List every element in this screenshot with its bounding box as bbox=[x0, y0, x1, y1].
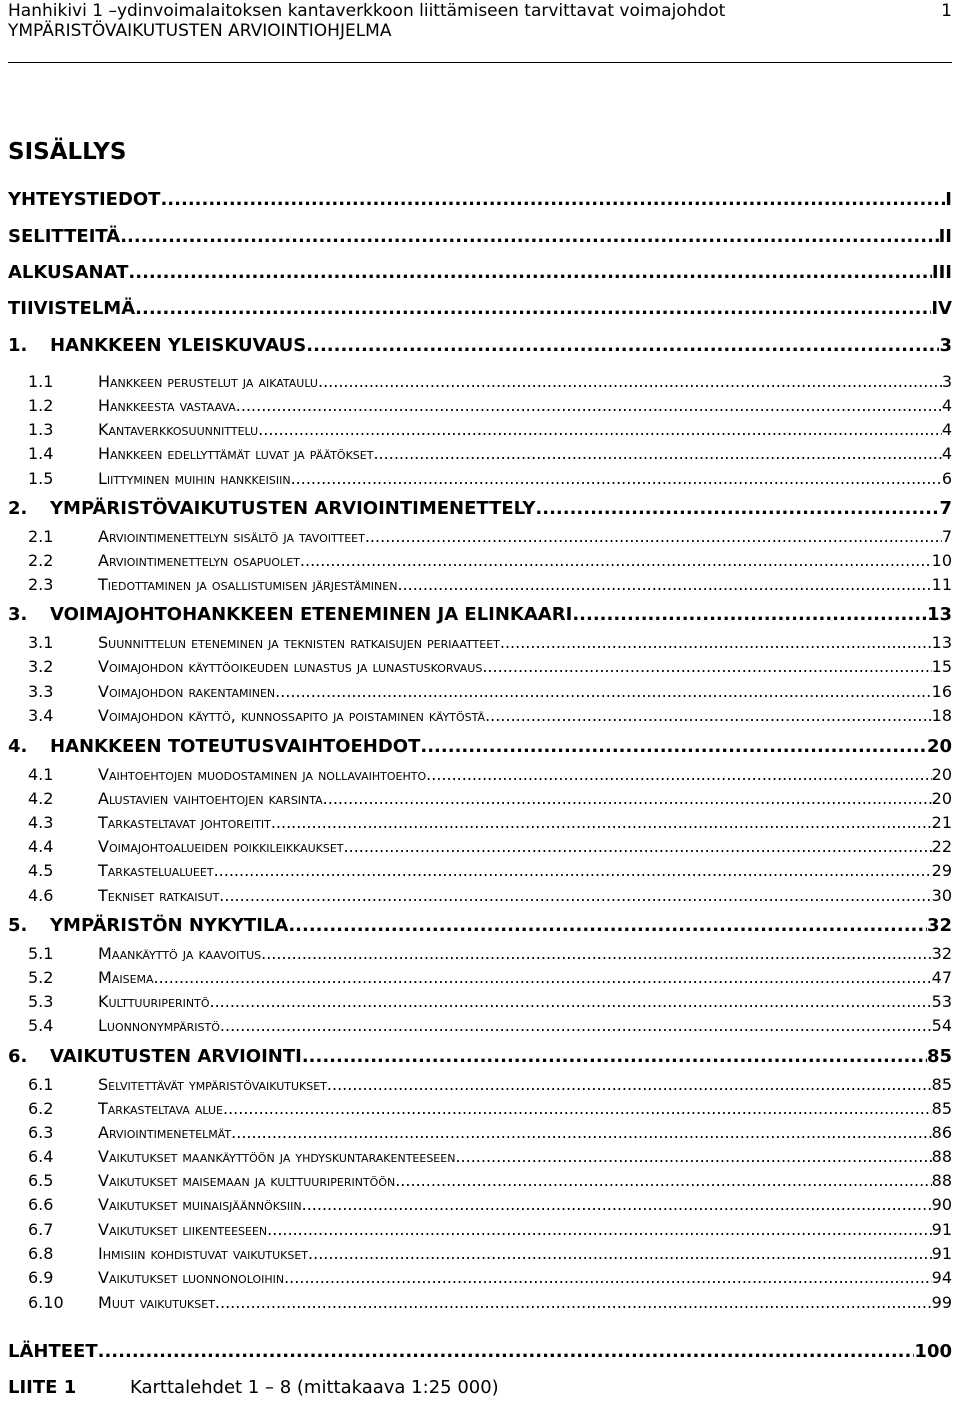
document-subtitle: YMPÄRISTÖVAIKUTUSTEN ARVIOINTIOHJELMA bbox=[8, 21, 392, 41]
toc-entry[interactable] bbox=[8, 604, 952, 628]
appendix-label: LIITE 1 bbox=[8, 1377, 77, 1398]
toc-entry-title: tarkasteltava alue bbox=[98, 1099, 223, 1118]
toc-entry[interactable] bbox=[8, 1046, 952, 1070]
toc-dot-leader bbox=[160, 189, 945, 210]
toc-entry-title: VOIMAJOHTOHANKKEEN ETENEMINEN JA ELINKAARI bbox=[50, 604, 573, 625]
toc-entry-title: HANKKEEN YLEISKUVAUS bbox=[50, 335, 307, 356]
toc-entry[interactable] bbox=[8, 1171, 952, 1195]
toc-entry-title: SELITTEITÄ bbox=[8, 226, 121, 247]
toc-entry-title: YMPÄRISTÖN NYKYTILA bbox=[50, 915, 289, 936]
toc-dot-leader bbox=[455, 1147, 931, 1166]
toc-entry-number: 5.1 bbox=[28, 944, 54, 963]
toc-entry-number: 4.3 bbox=[28, 813, 54, 832]
toc-entry-title: maankäyttö ja kaavoitus bbox=[98, 944, 262, 963]
toc-entry-title: ALKUSANAT bbox=[8, 262, 129, 283]
toc-dot-leader bbox=[231, 1123, 931, 1142]
toc-entry-page: 100 bbox=[914, 1341, 952, 1362]
toc-entry[interactable] bbox=[8, 992, 952, 1016]
toc-entry-page: 91 bbox=[931, 1220, 952, 1239]
toc-dot-leader bbox=[323, 789, 932, 808]
toc-entry-page: 10 bbox=[931, 551, 952, 570]
toc-entry-page: 16 bbox=[931, 682, 952, 701]
toc-entry[interactable] bbox=[8, 915, 952, 939]
toc-entry[interactable] bbox=[8, 861, 952, 885]
toc-entry-page: 94 bbox=[931, 1268, 952, 1287]
toc-entry-page: 53 bbox=[931, 992, 952, 1011]
toc-entry-page: 30 bbox=[931, 886, 952, 905]
page-number: 1 bbox=[941, 1, 952, 21]
toc-entry-title: vaikutukset maankäyttöön ja yhdyskuntarakenteeseen bbox=[98, 1147, 456, 1166]
toc-dot-leader bbox=[236, 396, 942, 415]
toc-dot-leader bbox=[267, 1220, 931, 1239]
toc-dot-leader bbox=[426, 765, 932, 784]
toc-entry-page: 13 bbox=[931, 633, 952, 652]
toc-entry-page: III bbox=[931, 262, 952, 283]
toc-dot-leader bbox=[219, 886, 931, 905]
document-title: Hanhikivi 1 –ydinvoimalaitoksen kantaverkkoon liittämiseen tarvittavat voimajohdot bbox=[8, 1, 726, 21]
toc-entry-page: 18 bbox=[931, 706, 952, 725]
toc-entry-number: 4.2 bbox=[28, 789, 54, 808]
toc-entry[interactable] bbox=[8, 1099, 952, 1123]
toc-entry-page: 90 bbox=[931, 1195, 952, 1214]
toc-entry-title: suunnittelun eteneminen ja teknisten ratkaisujen periaatteet bbox=[98, 633, 500, 652]
toc-entry-number: 6.6 bbox=[28, 1195, 54, 1214]
toc-entry[interactable] bbox=[8, 736, 952, 760]
toc-entry-title: arviointimenettelyn sisältö ja tavoitteet bbox=[98, 527, 365, 546]
toc-entry-title: kantaverkkosuunnittelu bbox=[98, 420, 259, 439]
toc-entry[interactable] bbox=[8, 1268, 952, 1292]
toc-entry-number: 4. bbox=[8, 736, 28, 757]
toc-entry-number: 5.3 bbox=[28, 992, 54, 1011]
toc-dot-leader bbox=[373, 444, 941, 463]
toc-entry[interactable] bbox=[8, 1244, 952, 1268]
toc-entry-number: 3.4 bbox=[28, 706, 54, 725]
toc-entry-title: vaihtoehtojen muodostaminen ja nollavaihtoehto bbox=[98, 765, 427, 784]
toc-entry-title: hankkeen edellyttämät luvat ja päätökset bbox=[98, 444, 374, 463]
toc-entry-number: 2.3 bbox=[28, 575, 54, 594]
toc-entry-number: 3. bbox=[8, 604, 28, 625]
toc-entry-number: 6.4 bbox=[28, 1147, 54, 1166]
toc-entry[interactable] bbox=[8, 551, 952, 575]
toc-entry-title: tiedottaminen ja osallistumisen järjestäminen bbox=[98, 575, 398, 594]
toc-dot-leader bbox=[482, 657, 931, 676]
toc-entry-page: 15 bbox=[931, 657, 952, 676]
toc-entry-title: arviointimenetelmät bbox=[98, 1123, 232, 1142]
toc-dot-leader bbox=[135, 298, 931, 319]
toc-entry[interactable] bbox=[8, 706, 952, 730]
toc-entry[interactable] bbox=[8, 789, 952, 813]
toc-dot-leader bbox=[214, 861, 932, 880]
toc-entry-page: 86 bbox=[931, 1123, 952, 1142]
toc-entry-title: YHTEYSTIEDOT bbox=[8, 189, 161, 210]
toc-entry-title: ihmisiin kohdistuvat vaikutukset bbox=[98, 1244, 309, 1263]
toc-entry-number: 1.1 bbox=[28, 372, 54, 391]
toc-entry-number: 5. bbox=[8, 915, 28, 936]
toc-entry[interactable] bbox=[8, 372, 952, 396]
toc-entry-title: voimajohdon käyttö, kunnossapito ja poistaminen käytöstä bbox=[98, 706, 486, 725]
toc-entry-number: 6.8 bbox=[28, 1244, 54, 1263]
toc-entry[interactable] bbox=[8, 1075, 952, 1099]
toc-dot-leader bbox=[154, 968, 932, 987]
toc-entry-page: 22 bbox=[931, 837, 952, 856]
toc-entry[interactable] bbox=[8, 575, 952, 599]
toc-entry-title: selvitettävät ympäristövaikutukset bbox=[98, 1075, 327, 1094]
toc-entry-title: tarkastelualueet bbox=[98, 861, 214, 880]
toc-dot-leader bbox=[271, 813, 932, 832]
toc-entry[interactable] bbox=[8, 498, 952, 522]
toc-dot-leader bbox=[485, 706, 932, 725]
toc-entry-number: 4.4 bbox=[28, 837, 54, 856]
toc-entry-title: vaikutukset luonnonoloihin bbox=[98, 1268, 285, 1287]
toc-entry-number: 1.5 bbox=[28, 469, 54, 488]
toc-dot-leader bbox=[275, 682, 932, 701]
toc-entry-number: 4.5 bbox=[28, 861, 54, 880]
toc-entry-number: 1.2 bbox=[28, 396, 54, 415]
toc-entry-page: 4 bbox=[941, 396, 952, 415]
toc-entry-page: 3 bbox=[941, 372, 952, 391]
toc-entry-page: 21 bbox=[931, 813, 952, 832]
toc-entry-page: 32 bbox=[931, 944, 952, 963]
toc-entry-number: 3.2 bbox=[28, 657, 54, 676]
toc-entry-number: 6. bbox=[8, 1046, 28, 1067]
toc-entry-page: 99 bbox=[931, 1293, 952, 1312]
toc-dot-leader bbox=[223, 1099, 932, 1118]
toc-dot-leader bbox=[98, 1341, 915, 1362]
toc-entry[interactable] bbox=[8, 968, 952, 992]
toc-entry-number: 3.1 bbox=[28, 633, 54, 652]
toc-entry-page: I bbox=[945, 189, 952, 210]
toc-entry-title: vaikutukset muinaisjäännöksiin bbox=[98, 1195, 302, 1214]
toc-entry-title: voimajohdon käyttöoikeuden lunastus ja lunastuskorvaus bbox=[98, 657, 483, 676]
toc-dot-leader bbox=[308, 1244, 932, 1263]
toc-entry-title: vaikutukset maisemaan ja kulttuuriperintöön bbox=[98, 1171, 396, 1190]
toc-dot-leader bbox=[284, 1268, 932, 1287]
toc-entry[interactable] bbox=[8, 633, 952, 657]
toc-dot-leader bbox=[215, 1293, 932, 1312]
toc-entry-title: maisema bbox=[98, 968, 154, 987]
toc-entry[interactable] bbox=[8, 527, 952, 551]
toc-dot-leader bbox=[395, 1171, 931, 1190]
toc-entry-number: 2.1 bbox=[28, 527, 54, 546]
toc-entry-page: 85 bbox=[931, 1075, 952, 1094]
toc-entry-page: 85 bbox=[931, 1099, 952, 1118]
toc-entry-number: 1.3 bbox=[28, 420, 54, 439]
toc-entry[interactable] bbox=[8, 1123, 952, 1147]
toc-entry[interactable] bbox=[8, 226, 952, 250]
toc-entry-page: 4 bbox=[941, 444, 952, 463]
toc-entry-title: liittyminen muihin hankkeisiin bbox=[98, 469, 291, 488]
toc-entry-number: 5.4 bbox=[28, 1016, 54, 1035]
toc-entry-page: 20 bbox=[926, 736, 952, 757]
toc-entry[interactable] bbox=[8, 1195, 952, 1219]
toc-dot-leader bbox=[365, 527, 942, 546]
toc-entry-title: alustavien vaihtoehtojen karsinta bbox=[98, 789, 323, 808]
toc-entry-page: 6 bbox=[941, 469, 952, 488]
toc-dot-leader bbox=[302, 1195, 932, 1214]
toc-entry[interactable] bbox=[8, 765, 952, 789]
toc-entry-number: 6.9 bbox=[28, 1268, 54, 1287]
toc-entry-page: II bbox=[938, 226, 952, 247]
toc-dot-leader bbox=[258, 420, 942, 439]
toc-dot-leader bbox=[300, 551, 932, 570]
toc-entry-number: 5.2 bbox=[28, 968, 54, 987]
toc-entry-page: 32 bbox=[926, 915, 952, 936]
appendix-text: Karttalehdet 1 – 8 (mittakaava 1:25 000) bbox=[130, 1377, 499, 1398]
toc-entry-page: 11 bbox=[931, 575, 952, 594]
toc-entry-page: 7 bbox=[941, 527, 952, 546]
toc-entry-page: 13 bbox=[926, 604, 952, 625]
toc-entry-number: 6.10 bbox=[28, 1293, 64, 1312]
toc-entry-page: 91 bbox=[931, 1244, 952, 1263]
toc-dot-leader bbox=[306, 335, 939, 356]
toc-entry-title: voimajohdon rakentaminen bbox=[98, 682, 276, 701]
toc-entry-number: 1. bbox=[8, 335, 28, 356]
toc-entry-number: 2.2 bbox=[28, 551, 54, 570]
toc-entry-page: 20 bbox=[931, 765, 952, 784]
toc-entry-page: 4 bbox=[941, 420, 952, 439]
toc-entry-page: 85 bbox=[926, 1046, 952, 1067]
toc-entry-page: 20 bbox=[931, 789, 952, 808]
toc-dot-leader bbox=[128, 262, 931, 283]
toc-entry-number: 6.5 bbox=[28, 1171, 54, 1190]
toc-entry-title: tarkasteltavat johtoreitit bbox=[98, 813, 271, 832]
toc-dot-leader bbox=[120, 226, 938, 247]
toc-entry[interactable] bbox=[8, 1341, 952, 1365]
toc-entry-title: hankkeen perustelut ja aikataulu bbox=[98, 372, 318, 391]
toc-entry-page: 88 bbox=[931, 1171, 952, 1190]
toc-entry-title: muut vaikutukset bbox=[98, 1293, 215, 1312]
toc-entry[interactable] bbox=[8, 444, 952, 468]
toc-entry-page: 7 bbox=[939, 498, 952, 519]
toc-entry-title: arviointimenettelyn osapuolet bbox=[98, 551, 300, 570]
toc-entry-page: 54 bbox=[931, 1016, 952, 1035]
toc-entry[interactable] bbox=[8, 1147, 952, 1171]
toc-dot-leader bbox=[344, 837, 932, 856]
toc-entry[interactable] bbox=[8, 396, 952, 420]
toc-entry-page: 29 bbox=[931, 861, 952, 880]
toc-entry-title: TIIVISTELMÄ bbox=[8, 298, 136, 319]
toc-entry-number: 6.3 bbox=[28, 1123, 54, 1142]
toc-dot-leader bbox=[318, 372, 942, 391]
toc-dot-leader bbox=[209, 992, 931, 1011]
toc-entry-title: LÄHTEET bbox=[8, 1341, 98, 1362]
toc-entry-number: 1.4 bbox=[28, 444, 54, 463]
toc-entry[interactable] bbox=[8, 335, 952, 359]
toc-entry-page: IV bbox=[931, 298, 952, 319]
toc-entry-number: 6.1 bbox=[28, 1075, 54, 1094]
toc-entry[interactable] bbox=[8, 420, 952, 444]
toc-entry[interactable] bbox=[8, 262, 952, 286]
toc-entry-title: vaikutukset liikenteeseen bbox=[98, 1220, 268, 1239]
toc-dot-leader bbox=[291, 469, 942, 488]
header-rule bbox=[8, 62, 952, 63]
toc-dot-leader bbox=[535, 498, 939, 519]
toc-dot-leader bbox=[327, 1075, 932, 1094]
toc-entry-page: 3 bbox=[939, 335, 952, 356]
toc-entry-title: VAIKUTUSTEN ARVIOINTI bbox=[50, 1046, 302, 1067]
toc-entry[interactable] bbox=[8, 189, 952, 213]
toc-entry-number: 4.6 bbox=[28, 886, 54, 905]
toc-entry[interactable] bbox=[8, 886, 952, 910]
toc-entry[interactable] bbox=[8, 1016, 952, 1040]
toc-entry-number: 6.7 bbox=[28, 1220, 54, 1239]
toc-entry-title: voimajohtoalueiden poikkileikkaukset bbox=[98, 837, 344, 856]
toc-dot-leader bbox=[420, 736, 927, 757]
toc-entry[interactable] bbox=[8, 1293, 952, 1317]
toc-entry-title: luonnonympäristö bbox=[98, 1016, 220, 1035]
toc-entry-number: 6.2 bbox=[28, 1099, 54, 1118]
toc-dot-leader bbox=[572, 604, 927, 625]
toc-entry-page: 88 bbox=[931, 1147, 952, 1166]
toc-entry-page: 47 bbox=[931, 968, 952, 987]
toc-dot-leader bbox=[288, 915, 927, 936]
toc-entry[interactable] bbox=[8, 298, 952, 322]
toc-entry[interactable] bbox=[8, 682, 952, 706]
toc-entry-number: 4.1 bbox=[28, 765, 54, 784]
toc-entry-number: 3.3 bbox=[28, 682, 54, 701]
toc-title: SISÄLLYS bbox=[8, 139, 127, 165]
toc-entry-number: 2. bbox=[8, 498, 28, 519]
toc-entry-title: hankkeesta vastaava bbox=[98, 396, 236, 415]
toc-entry[interactable] bbox=[8, 657, 952, 681]
toc-dot-leader bbox=[302, 1046, 927, 1067]
toc-dot-leader bbox=[500, 633, 932, 652]
toc-entry[interactable] bbox=[8, 1220, 952, 1244]
toc-entry-title: tekniset ratkaisut bbox=[98, 886, 220, 905]
toc-entry[interactable] bbox=[8, 837, 952, 861]
toc-entry-title: HANKKEEN TOTEUTUSVAIHTOEHDOT bbox=[50, 736, 421, 757]
toc-entry-title: YMPÄRISTÖVAIKUTUSTEN ARVIOINTIMENETTELY bbox=[50, 498, 536, 519]
toc-entry[interactable] bbox=[8, 813, 952, 837]
toc-entry[interactable] bbox=[8, 944, 952, 968]
toc-entry-title: kulttuuriperintö bbox=[98, 992, 210, 1011]
toc-dot-leader bbox=[220, 1016, 932, 1035]
toc-dot-leader bbox=[397, 575, 931, 594]
toc-dot-leader bbox=[261, 944, 932, 963]
appendix-entry bbox=[8, 1376, 499, 1400]
toc-entry[interactable] bbox=[8, 469, 952, 493]
